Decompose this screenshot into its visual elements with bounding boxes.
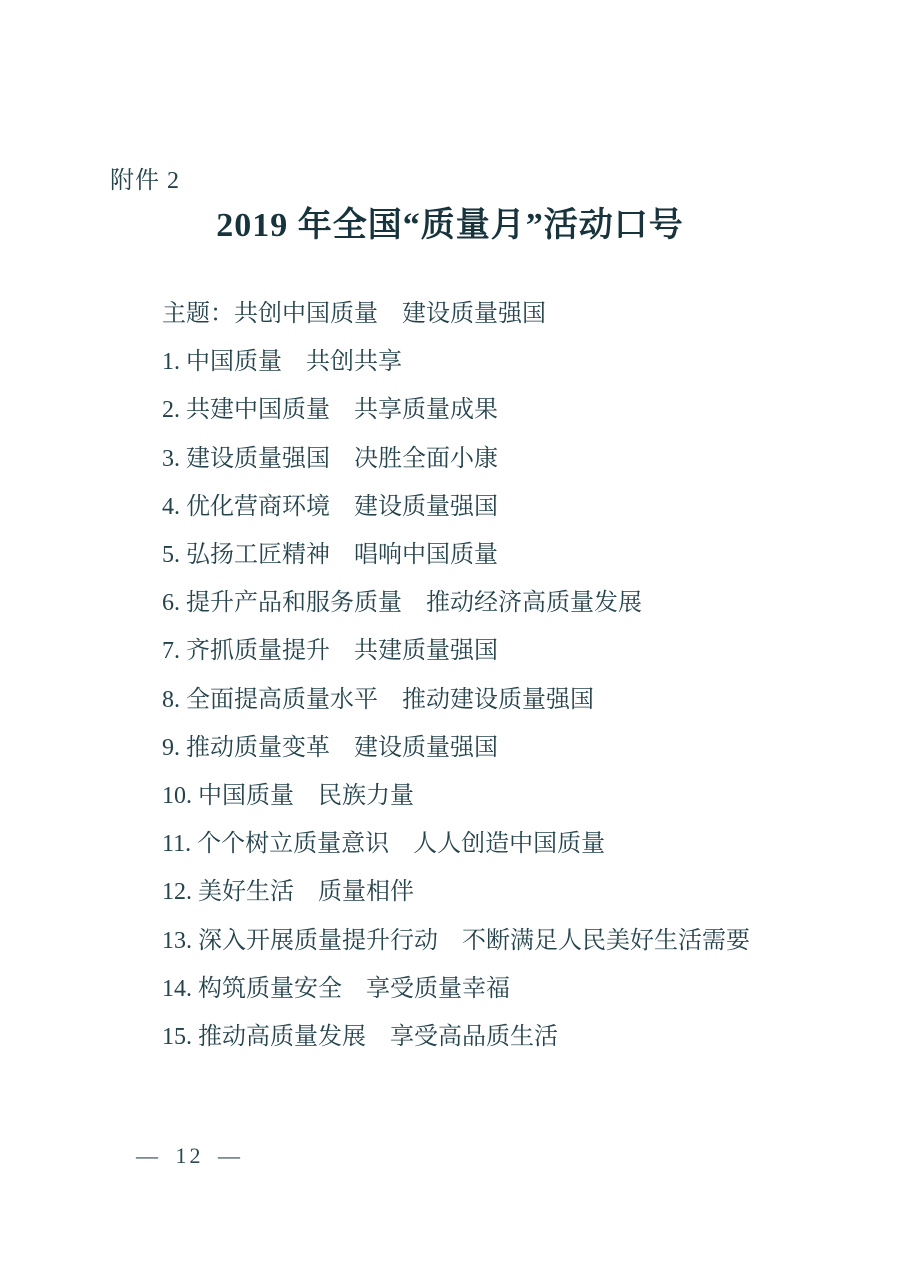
slogan-item-12: 12. 美好生活 质量相伴 — [162, 879, 414, 906]
slogan-item-7: 7. 齐抓质量提升 共建质量强国 — [162, 638, 498, 665]
document-title: 2019 年全国“质量月”活动口号 — [216, 207, 684, 244]
slogan-item-2: 2. 共建中国质量 共享质量成果 — [162, 397, 498, 424]
theme-line: 主题：共创中国质量 建设质量强国 — [162, 301, 546, 327]
slogan-item-1: 1. 中国质量 共创共享 — [162, 349, 402, 376]
slogan-item-14: 14. 构筑质量安全 享受质量幸福 — [162, 975, 510, 1002]
slogan-item-3: 3. 建设质量强国 决胜全面小康 — [162, 445, 498, 472]
attachment-label: 附件 2 — [110, 168, 180, 194]
slogan-item-10: 10. 中国质量 民族力量 — [162, 783, 414, 810]
slogan-item-11: 11. 个个树立质量意识 人人创造中国质量 — [162, 831, 606, 858]
slogan-item-8: 8. 全面提高质量水平 推动建设质量强国 — [162, 686, 594, 713]
slogan-list — [162, 290, 792, 1061]
page-number: — 12 — — [136, 1143, 243, 1168]
slogan-item-15: 15. 推动高质量发展 享受高品质生活 — [162, 1024, 558, 1051]
slogan-item-6: 6. 提升产品和服务质量 推动经济高质量发展 — [162, 590, 642, 617]
slogan-item-4: 4. 优化营商环境 建设质量强国 — [162, 493, 498, 520]
slogan-item-9: 9. 推动质量变革 建设质量强国 — [162, 734, 498, 761]
slogan-item-13: 13. 深入开展质量提升行动 不断满足人民美好生活需要 — [162, 927, 750, 954]
slogan-item-5: 5. 弘扬工匠精神 唱响中国质量 — [162, 542, 498, 569]
